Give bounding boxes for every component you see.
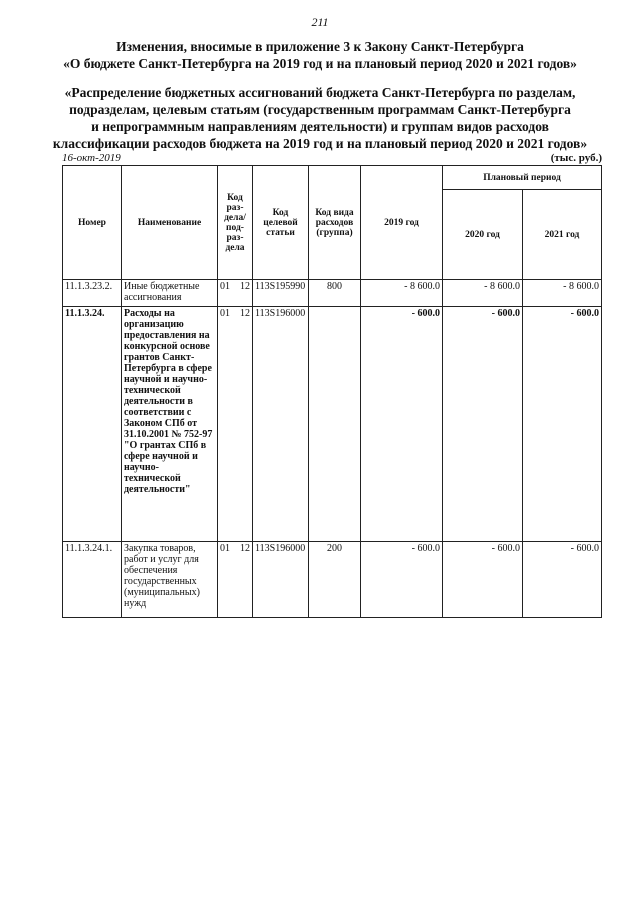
row-expense-type xyxy=(309,307,361,542)
header-number: Номер xyxy=(63,166,122,280)
table-header xyxy=(63,166,602,280)
table-row xyxy=(63,542,602,618)
row-number: 11.1.3.24. xyxy=(63,307,122,542)
section-code: 01 xyxy=(220,543,230,554)
row-section-code xyxy=(218,280,253,307)
row-2019-value: - 8 600.0 xyxy=(361,280,443,307)
document-title xyxy=(0,38,640,72)
header-section: Код раз-дела/ под-раз-дела xyxy=(218,166,253,280)
row-2021-value: - 8 600.0 xyxy=(523,280,602,307)
subtitle-line: и непрограммным направлениям деятельности) и группам видов расходов xyxy=(91,119,549,134)
section-code: 01 xyxy=(220,308,230,319)
row-2020-value: - 600.0 xyxy=(443,307,523,542)
row-2019-value: - 600.0 xyxy=(361,307,443,542)
row-2021-value: - 600.0 xyxy=(523,542,602,618)
header-2020: 2020 год xyxy=(443,190,523,280)
title-line: Изменения, вносимые в приложение 3 к Закону Санкт-Петербурга xyxy=(116,39,524,54)
row-expense-type: 200 xyxy=(309,542,361,618)
subtitle-line: подразделам, целевым статьям (государственным программам Санкт-Петербурга xyxy=(69,102,571,117)
table-row xyxy=(63,280,602,307)
row-expense-type: 800 xyxy=(309,280,361,307)
subtitle-line: «Распределение бюджетных ассигнований бюджета Санкт-Петербурга по разделам, xyxy=(64,85,576,100)
row-name: Закупка товаров, работ и услуг для обеспечения государственных (муниципальных) нужд xyxy=(122,542,218,618)
row-name: Иные бюджетные ассигнования xyxy=(122,280,218,307)
row-2020-value: - 8 600.0 xyxy=(443,280,523,307)
budget-table xyxy=(62,165,602,618)
title-line: «О бюджете Санкт-Петербурга на 2019 год и на плановый период 2020 и 2021 годов» xyxy=(63,56,577,71)
row-name: Расходы на организацию предоставления на конкурсной основе грантов Санкт-Петербурга в сфере научной и научно-технической деятельности в соответствии с Законом СПб от 31.10.2001 № 752-97 "О грантах СПб в сфере научной и научно-технической деятельности" xyxy=(122,307,218,542)
subsection-code: 12 xyxy=(240,543,250,554)
header-expense-type: Код вида расходов (группа) xyxy=(309,166,361,280)
row-2021-value: - 600.0 xyxy=(523,307,602,542)
header-target: Код целевой статьи xyxy=(253,166,309,280)
row-2020-value: - 600.0 xyxy=(443,542,523,618)
header-planned-period: Плановый период xyxy=(443,166,602,190)
table-row xyxy=(63,307,602,542)
header-2021: 2021 год xyxy=(523,190,602,280)
row-section-code xyxy=(218,542,253,618)
document-date: 16-окт-2019 xyxy=(62,152,121,164)
row-section-code xyxy=(218,307,253,542)
subtitle-line: классификации расходов бюджета на 2019 год и на плановый период 2020 и 2021 годов» xyxy=(52,136,588,151)
units-label: (тыс. руб.) xyxy=(550,152,602,164)
subsection-code: 12 xyxy=(240,281,250,292)
row-number: 11.1.3.23.2. xyxy=(63,280,122,307)
page-number: 211 xyxy=(311,15,329,29)
row-target-code: 113S196000 xyxy=(253,307,309,542)
header-2019: 2019 год xyxy=(361,166,443,280)
row-2019-value: - 600.0 xyxy=(361,542,443,618)
table-body xyxy=(63,280,602,618)
subsection-code: 12 xyxy=(240,308,250,319)
header-name: Наименование xyxy=(122,166,218,280)
row-target-code: 113S195990 xyxy=(253,280,309,307)
row-number: 11.1.3.24.1. xyxy=(63,542,122,618)
document-subtitle xyxy=(40,84,600,152)
row-target-code: 113S196000 xyxy=(253,542,309,618)
section-code: 01 xyxy=(220,281,230,292)
